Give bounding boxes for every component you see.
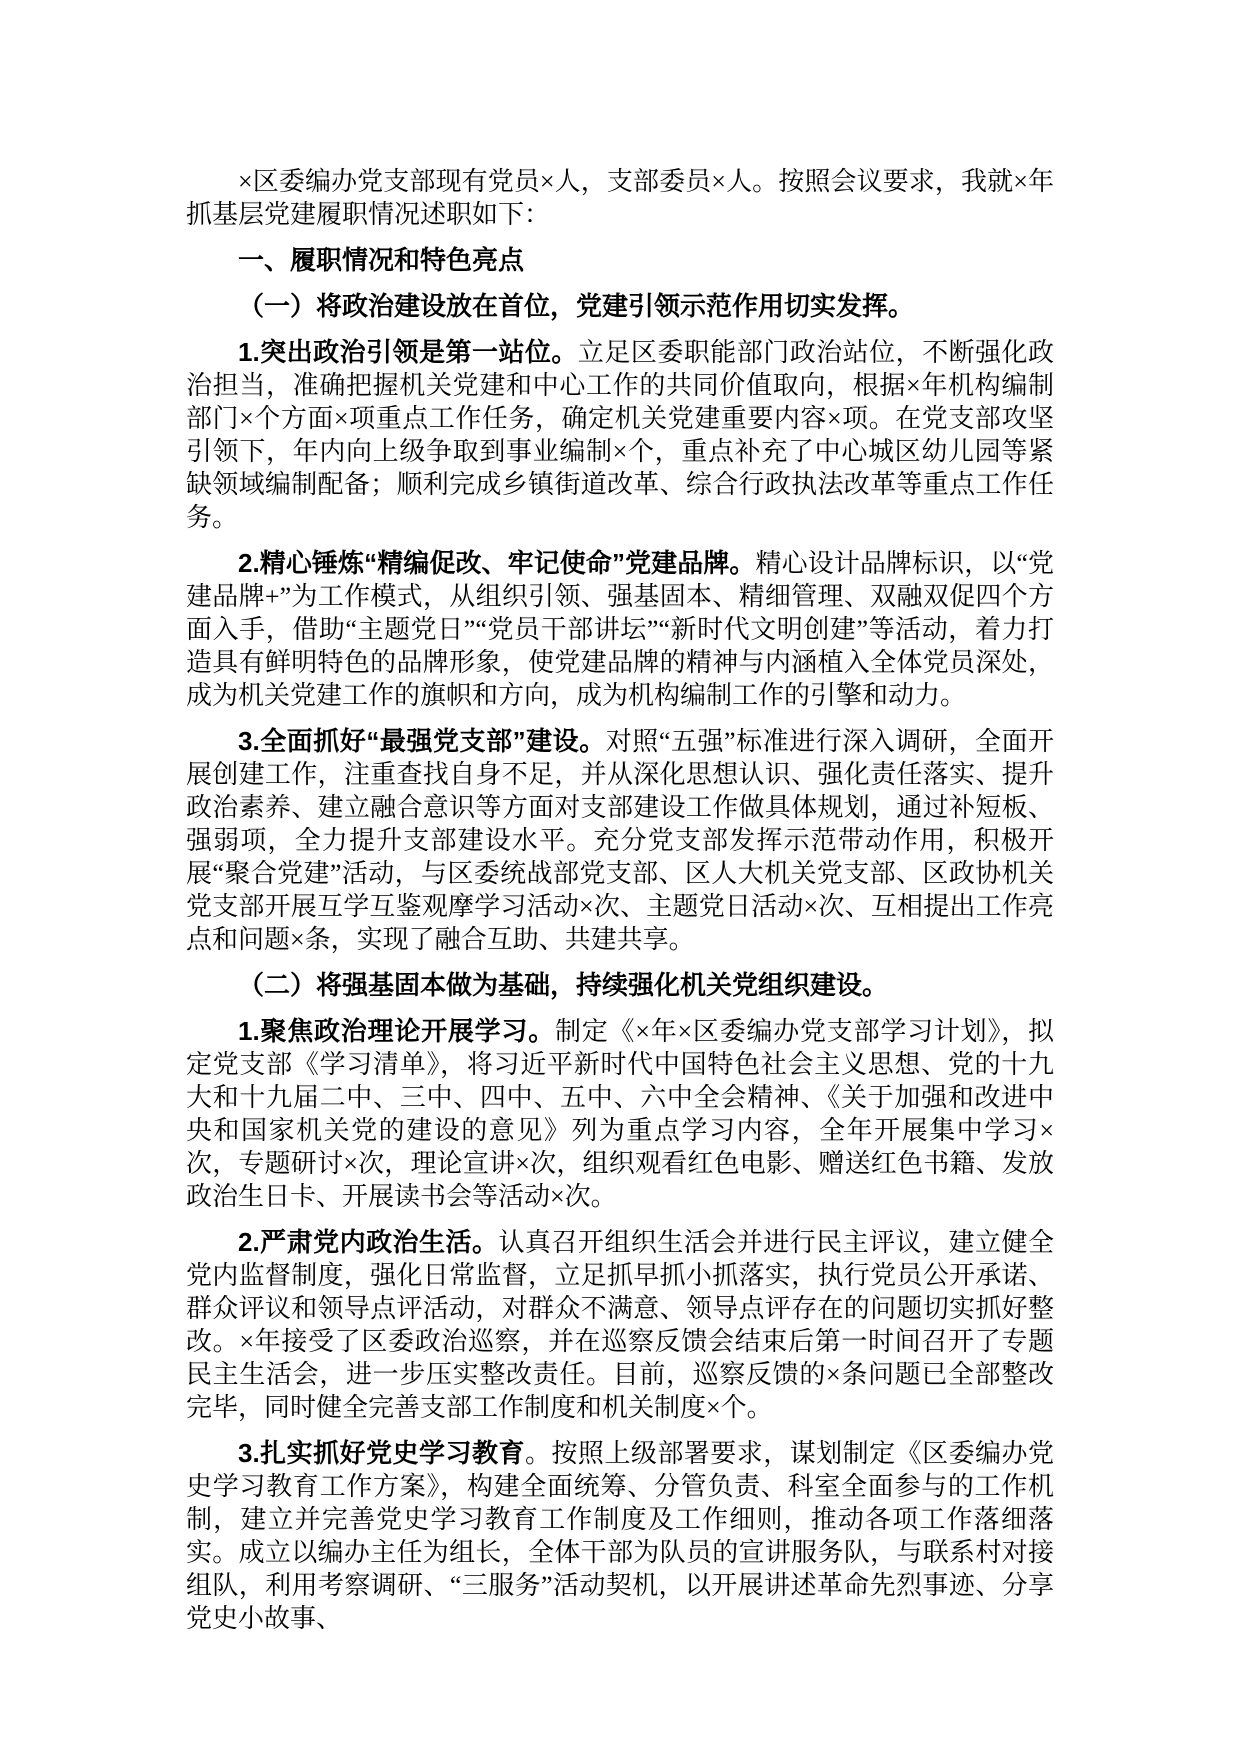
paragraph-text: 立足区委职能部门政治站位，不断强化政治担当，准确把握机关党建和中心工作的共同价值取向，根据×年机构编制部门×个方面×项重点工作任务，确定机关党建重要内容×项。在党支部攻坚引领下，年内向上级争取到事业编制×个，重点补充了中心城区幼儿园等紧缺领域编制配备；顺利完成乡镇街道改革、综合行政执法改革等重点工作任务。 [186,338,1054,532]
paragraph-text: 精心设计品牌标识，以“党建品牌+”为工作模式，从组织引领、强基固本、精细管理、双融双促四个方面入手，借助“主题党日”“党员干部讲坛”“新时代文明创建”等活动，着力打造具有鲜明特色的品牌形象，使党建品牌的精神与内涵植入全体党员深处，成为机关党建工作的旗帜和方向，成为机构编制工作的引擎和动力。 [186,549,1054,710]
paragraph-text: 制定《×年×区委编办党支部学习计划》，拟定党支部《学习清单》，将习近平新时代中国特色社会主义思想、党的十九大和十九届二中、三中、四中、五中、六中全会精神、《关于加强和改进中央和国家机关党的建设的意见》列为重点学习内容，全年开展集中学习×次，专题研讨×次，理论宣讲×次，组织观看红色电影、赠送红色书籍、发放政治生日卡、开展读书会等活动×次。 [186,1017,1054,1211]
paragraph-lead: 3.扎实抓好党史学习教育 [238,1438,525,1468]
paragraph-lead: 2.精心锤炼“精编促改、牢记使命”党建品牌。 [238,548,756,578]
section-1-heading [186,244,1054,277]
paragraph-text: ×区委编办党支部现有党员×人，支部委员×人。按照会议要求，我就×年抓基层党建履职情况述职如下： [186,167,1054,229]
heading-text: 一、履职情况和特色亮点 [238,245,525,275]
section-1-2-heading [186,969,1054,1002]
paragraph-lead: 1.突出政治引领是第一站位。 [238,337,578,367]
para-1-2-3 [186,1437,1054,1635]
paragraph-lead: 1.聚焦政治理论开展学习。 [238,1016,555,1046]
section-1-1-heading [186,290,1054,323]
paragraph-lead: 3.全面抓好“最强党支部”建设。 [238,726,606,756]
intro-paragraph [186,165,1054,231]
heading-text: （二）将强基固本做为基础，持续强化机关党组织建设。 [238,970,889,1000]
paragraph-lead: 2.严肃党内政治生活。 [238,1227,499,1257]
para-1-1-2 [186,547,1054,712]
paragraph-text: 对照“五强”标准进行深入调研，全面开展创建工作，注重查找自身不足，并从深化思想认识、强化责任落实、提升政治素养、建立融合意识等方面对支部建设工作做具体规划，通过补短板、强弱项，全力提升支部建设水平。充分党支部发挥示范带动作用，积极开展“聚合党建”活动，与区委统战部党支部、区人大机关党支部、区政协机关党支部开展互学互鉴观摩学习活动×次、主题党日活动×次、互相提出工作亮点和问题×条，实现了融合互助、共建共享。 [186,727,1054,954]
para-1-2-1 [186,1015,1054,1213]
document-body [186,165,1054,1635]
paragraph-text: 。按照上级部署要求，谋划制定《区委编办党史学习教育工作方案》，构建全面统筹、分管负责、科室全面参与的工作机制，建立并完善党史学习教育工作制度及工作细则，推动各项工作落细落实。成立以编办主任为组长，全体干部为队员的宣讲服务队，与联系村对接组队，利用考察调研、“三服务”活动契机，以开展讲述革命先烈事迹、分享党史小故事、 [186,1439,1054,1633]
para-1-2-2 [186,1226,1054,1424]
para-1-1-1 [186,336,1054,534]
para-1-1-3 [186,725,1054,956]
paragraph-text: 认真召开组织生活会并进行民主评议，建立健全党内监督制度，强化日常监督，立足抓早抓小抓落实，执行党员公开承诺、群众评议和领导点评活动，对群众不满意、领导点评存在的问题切实抓好整改。×年接受了区委政治巡察，并在巡察反馈会结束后第一时间召开了专题民主生活会，进一步压实整改责任。目前，巡察反馈的×条问题已全部整改完毕，同时健全完善支部工作制度和机关制度×个。 [186,1228,1054,1422]
heading-text: （一）将政治建设放在首位，党建引领示范作用切实发挥。 [238,291,915,321]
